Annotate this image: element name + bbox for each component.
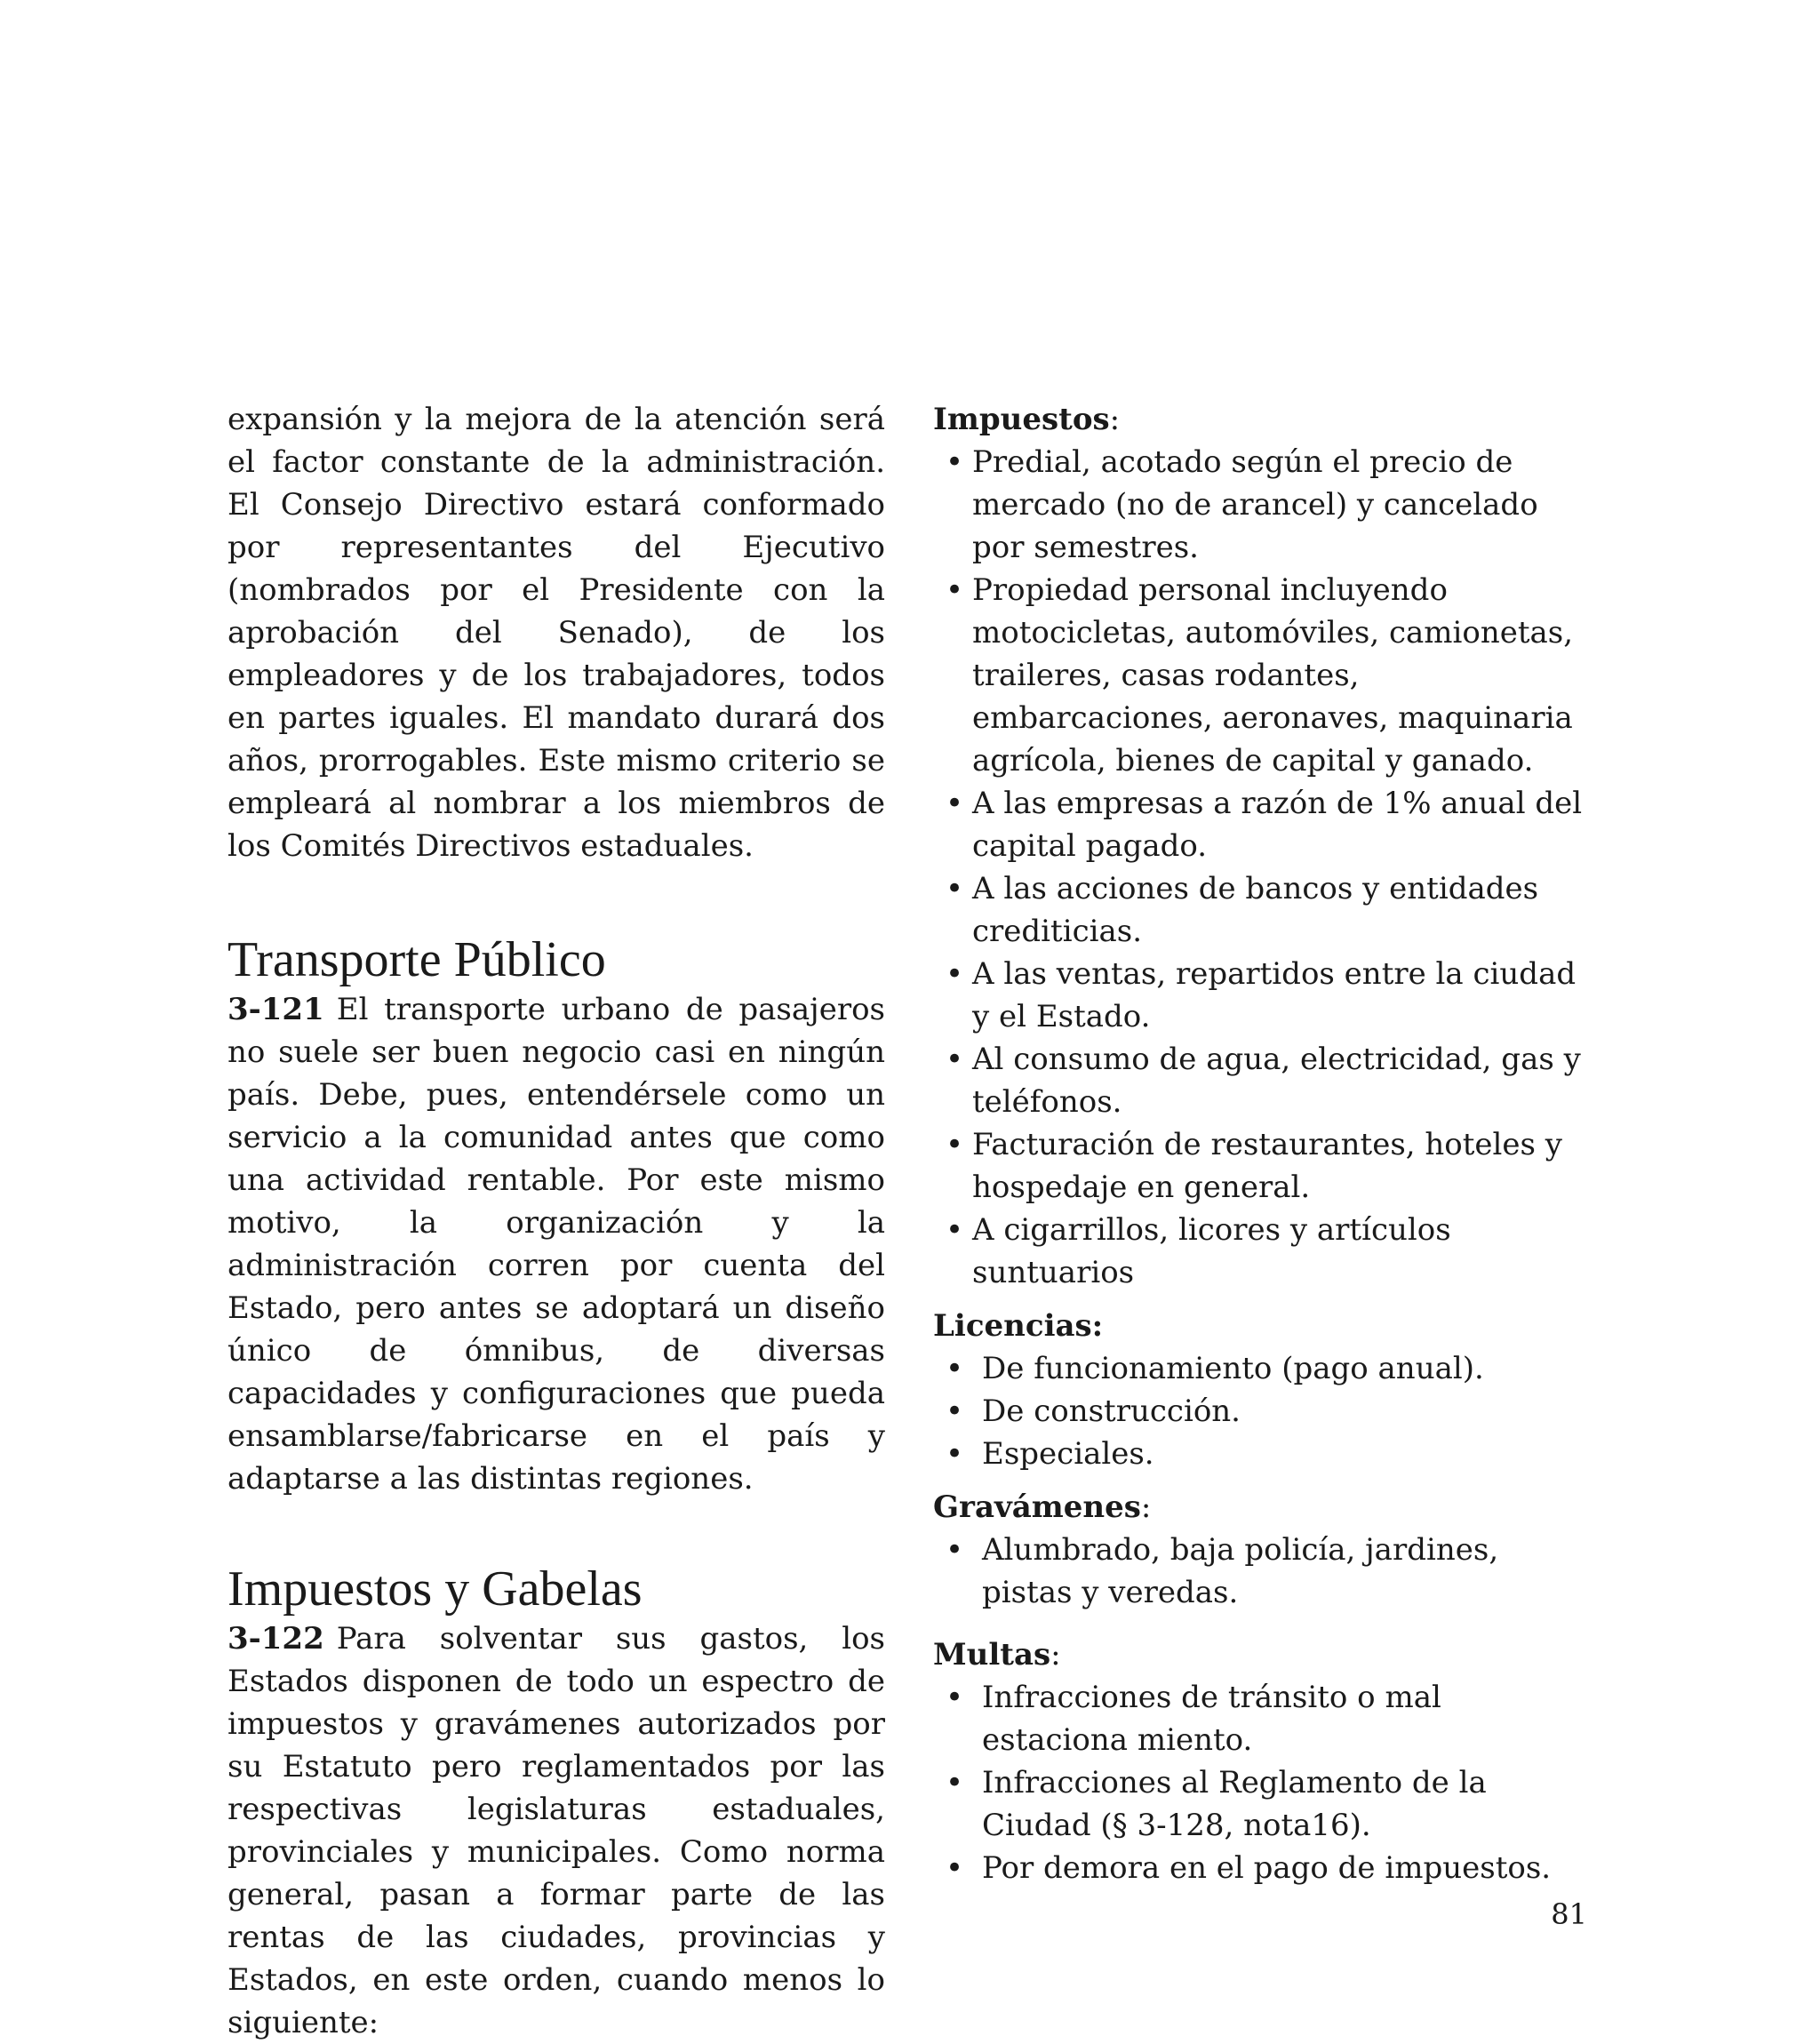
bullet-icon: •: [946, 1351, 964, 1386]
intro-paragraph: expansión y la mejora de la atención será el factor constante de la administración. El Consejo Directivo estará conformado por representantes del Ejecutivo (nombrados por el Presidente con la aprobación del Senado), de los empleadores y de los trabajadores, todos en partes iguales. El mandato durará dos años, prorrogables. Este mismo criterio se empleará al nombrar a los miembros de los Comités Directivos estaduales.: [228, 402, 885, 864]
list-item-text: Predial, acotado según el precio de mercado (no de arancel) y cancelado por semestres.: [972, 444, 1538, 565]
bullet-icon: •: [946, 871, 964, 906]
list-item-text: Infracciones al Reglamento de la Ciudad (§ 3-128, nota16).: [982, 1765, 1487, 1843]
heading-impuestos-y-gabelas: Impuestos y Gabelas: [228, 1561, 643, 1617]
section-number: 3-121: [228, 992, 324, 1027]
bullet-icon: •: [946, 786, 964, 821]
list-item: [933, 1676, 1592, 1761]
bullet-icon: •: [946, 1127, 964, 1162]
list-item: [933, 1529, 1592, 1614]
page-number: 81: [1551, 1897, 1587, 1931]
group-title: Gravámenes:: [933, 1489, 1152, 1525]
list-item-text: Al consumo de agua, electricidad, gas y teléfonos.: [972, 1042, 1581, 1120]
list-item-text: A las acciones de bancos y entidades crediticias.: [972, 871, 1539, 949]
bullet-icon: •: [946, 444, 964, 480]
right-column: [933, 398, 1592, 1889]
paragraph-text: Para solventar sus gastos, los Estados disponen de todo un espectro de impuestos y gravámenes autorizados por su Estatuto pero reglamentados por las respectivas legislaturas estaduales, provinciales y municipales. Como norma general, pasan a formar parte de las rentas de las ciudades, provincias y Estados, en este orden, cuando menos lo siguiente:: [228, 1621, 885, 2040]
list-item: [933, 1761, 1592, 1847]
list-item-text: De construcción.: [982, 1393, 1241, 1429]
list-item: [933, 953, 1592, 1038]
heading-transporte-publico: Transporte Público: [228, 932, 606, 987]
list-item: [933, 1433, 1592, 1475]
group-gravamenes: [933, 1486, 1592, 1614]
list-item-text: A cigarrillos, licores y artículos suntuarios: [972, 1212, 1451, 1290]
bullet-icon: •: [946, 1680, 964, 1715]
list-item: [933, 1123, 1592, 1209]
list-item: [933, 1847, 1592, 1889]
bullet-list: [933, 1529, 1592, 1614]
bullet-list: [933, 441, 1592, 1294]
bullet-icon: •: [946, 1532, 964, 1568]
list-item-text: Infracciones de tránsito o mal estaciona miento.: [982, 1680, 1441, 1758]
group-impuestos: [933, 398, 1592, 1294]
list-item: [933, 441, 1592, 569]
list-item-text: A las ventas, repartidos entre la ciudad y el Estado.: [972, 956, 1577, 1034]
list-item-text: Por demora en el pago de impuestos.: [982, 1850, 1552, 1886]
paragraph-3-121: [228, 988, 885, 1500]
bullet-icon: •: [946, 1042, 964, 1077]
left-column: [228, 398, 885, 2044]
bullet-icon: •: [946, 1850, 964, 1886]
group-title: Impuestos:: [933, 402, 1121, 437]
list-item: [933, 569, 1592, 782]
bullet-icon: •: [946, 572, 964, 608]
group-licencias: [933, 1305, 1592, 1475]
list-item: [933, 1390, 1592, 1433]
paragraph-text: El transporte urbano de pasajeros no suele ser buen negocio casi en ningún país. Debe, pues, entendérsele como un servicio a la comunidad antes que como una actividad rentable. Por este mismo motivo, la organización y la administración corren por cuenta del Estado, pero antes se adoptará un diseño único de ómnibus, de diversas capacidades y configuraciones que pueda ensamblarse/fabricarse en el país y adaptarse a las distintas regiones.: [228, 992, 885, 1497]
bullet-list: [933, 1347, 1592, 1475]
list-item-text: Facturación de restaurantes, hoteles y hospedaje en general.: [972, 1127, 1562, 1205]
bullet-list: [933, 1676, 1592, 1889]
group-title: Multas:: [933, 1637, 1061, 1673]
list-item-text: Especiales.: [982, 1436, 1154, 1472]
list-item-text: Alumbrado, baja policía, jardines, pistas y veredas.: [982, 1532, 1499, 1610]
paragraph-3-122: [228, 1617, 885, 2044]
group-title: Licencias:: [933, 1308, 1104, 1344]
group-multas: [933, 1633, 1592, 1889]
list-item: [933, 1347, 1592, 1390]
bullet-icon: •: [946, 1436, 964, 1472]
section-number: 3-122: [228, 1621, 324, 1657]
list-item-text: A las empresas a razón de 1% anual del capital pagado.: [972, 786, 1583, 864]
bullet-icon: •: [946, 1765, 964, 1800]
list-item: [933, 867, 1592, 953]
list-item: [933, 1038, 1592, 1123]
list-item-text: Propiedad personal incluyendo motocicletas, automóviles, camionetas, traileres, casas rodantes, embarcaciones, aeronaves, maquinaria agrícola, bienes de capital y ganado.: [972, 572, 1574, 778]
bullet-icon: •: [946, 1212, 964, 1248]
list-item-text: De funcionamiento (pago anual).: [982, 1351, 1484, 1386]
bullet-icon: •: [946, 956, 964, 992]
list-item: [933, 782, 1592, 867]
list-item: [933, 1209, 1592, 1294]
bullet-icon: •: [946, 1393, 964, 1429]
